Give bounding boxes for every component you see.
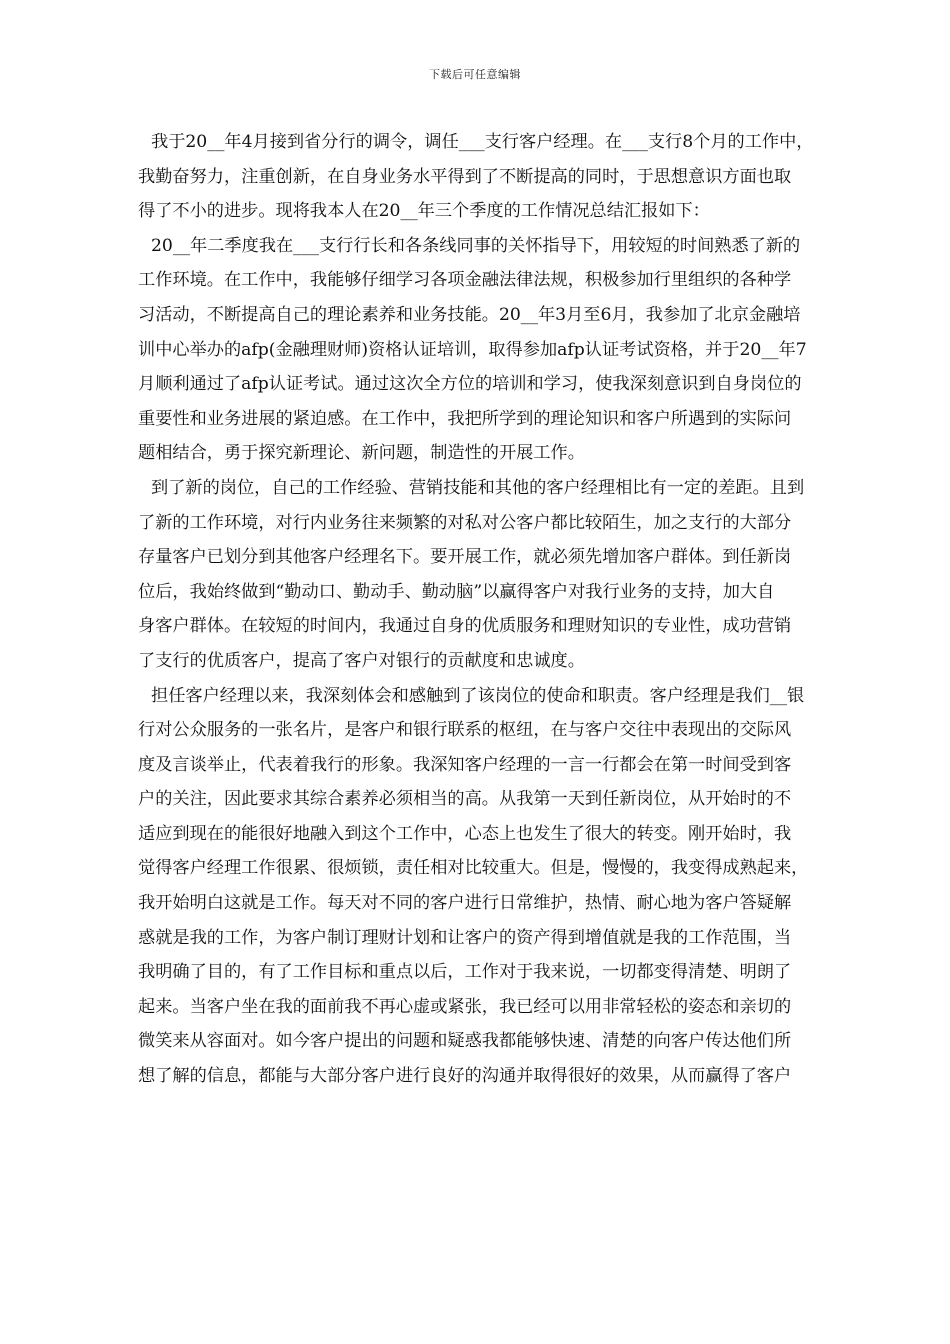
text-line: 适应到现在的能很好地融入到这个工作中，心态上也发生了很大的转变。刚开始时，我 [138,823,792,844]
text-line: 位后，我始终做到“勤动口、勤动手、勤动脑”以赢得客户对我行业务的支持，加大自 [138,581,775,602]
document-body [138,125,890,1094]
text-line: 行对公众服务的一张名片，是客户和银行联系的枢纽，在与客户交往中表现出的交际风 [138,720,792,741]
text-line: 觉得客户经理工作很累、很烦锁，责任相对比较重大。但是，慢慢的，我变得成熟起来， [138,858,809,879]
text-line: 20__年二季度我在___支行行长和各条线同事的关怀指导下，用较短的时间熟悉了新的 [151,235,801,256]
text-line: 了新的工作环境，对行内业务往来频繁的对私对公客户都比较陌生，加之支行的大部分 [138,512,792,533]
text-line: 习活动，不断提高自己的理论素养和业务技能。20__年3月至6月，我参加了北京金融培 [138,304,801,325]
text-line: 得了不小的进步。现将我本人在20__年三个季度的工作情况总结汇报如下： [138,201,710,222]
text-line: 身客户群体。在较短的时间内，我通过自身的优质服务和理财知识的专业性，成功营销 [138,616,792,637]
text-line: 工作环境。在工作中，我能够仔细学习各项金融法律法规，积极参加行里组织的各种学 [138,270,792,291]
text-line: 担任客户经理以来，我深刻体会和感触到了该岗位的使命和职责。客户经理是我们__银 [151,685,805,706]
text-line: 度及言谈举止，代表着我行的形象。我深知客户经理的一言一行都会在第一时间受到客 [138,754,792,775]
text-line: 惑就是我的工作，为客户制订理财计划和让客户的资产得到增值就是我的工作范围，当 [138,927,792,948]
text-line: 题相结合，勇于探究新理论、新问题，制造性的开展工作。 [138,443,585,464]
text-line: 到了新的岗位，自己的工作经验、营销技能和其他的客户经理相比有一定的差距。且到 [151,477,805,498]
text-line: 训中心举办的afp(金融理财师)资格认证培训，取得参加afp认证考试资格，并于20__年7 [138,339,807,360]
text-line: 户的关注，因此要求其综合素养必须相当的高。从我第一天到任新岗位，从开始时的不 [138,789,792,810]
text-line: 了支行的优质客户，提高了客户对银行的贡献度和忠诚度。 [138,650,585,671]
text-line: 我于20__年4月接到省分行的调令，调任___支行客户经理。在___支行8个月的工作中， [151,132,814,152]
text-line: 想了解的信息，都能与大部分客户进行良好的沟通并取得很好的效果，从而赢得了客户 [138,1066,792,1087]
text-line: 起来。当客户坐在我的面前我不再心虚或紧张，我已经可以用非常轻松的姿态和亲切的 [138,996,792,1017]
page-header: 下载后可任意编辑 [429,68,521,81]
text-line: 月顺利通过了afp认证考试。通过这次全方位的培训和学习，使我深刻意识到自身岗位的 [138,374,802,395]
text-line: 存量客户已划分到其他客户经理名下。要开展工作，就必须先增加客户群体。到任新岗 [138,547,792,568]
text-line: 微笑来从容面对。如今客户提出的问题和疑惑我都能够快速、清楚的向客户传达他们所 [138,1031,792,1052]
text-line: 重要性和业务进展的紧迫感。在工作中，我把所学到的理论知识和客户所遇到的实际问 [138,408,792,429]
text-line: 我勤奋努力，注重创新，在自身业务水平得到了不断提高的同时，于思想意识方面也取 [138,166,792,187]
text-line: 我开始明白这就是工作。每天对不同的客户进行日常维护，热情、耐心地为客户答疑解 [138,893,792,914]
text-line: 我明确了目的，有了工作目标和重点以后，工作对于我来说，一切都变得清楚、明朗了 [138,962,792,983]
